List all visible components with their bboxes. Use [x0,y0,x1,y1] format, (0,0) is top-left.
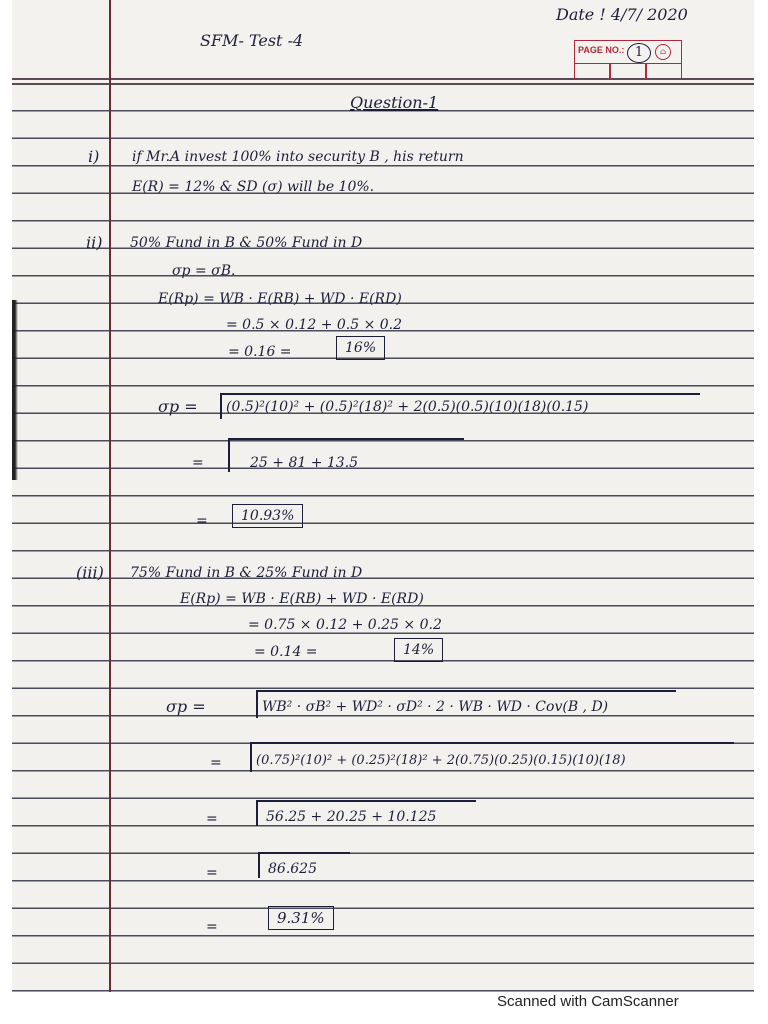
page-number-label: PAGE NO.: [578,45,625,55]
part-i-label: i) [88,147,100,166]
part-iii-line-3: = 0.75 × 0.12 + 0.25 × 0.2 [248,617,442,633]
part-iii-line-8-lhs: = [206,865,218,881]
test-title: SFM- Test -4 [200,31,304,50]
part-iii-line-7: 56.25 + 20.25 + 10.125 [266,809,437,825]
sqrt-symbol [228,438,230,472]
sqrt-symbol [220,393,222,419]
part-ii-line-7: 25 + 81 + 13.5 [250,455,359,471]
part-iii-line-6-lhs: = [210,755,222,771]
result-box-sd-iii: 9.31% [268,906,334,930]
part-iii-sigma-lhs: σp = [166,697,206,716]
logo-icon: ⌂ [655,44,671,60]
header-rule-double [12,83,754,85]
scanner-watermark: Scanned with CamScanner [497,993,679,1010]
sqrt-symbol [258,852,260,878]
sqrt-symbol [256,690,258,718]
question-heading: Question-1 [350,93,439,112]
sqrt-symbol [228,438,464,440]
part-iii-line-1: 75% Fund in B & 25% Fund in D [130,565,363,581]
part-iii-line-5: WB² · σB² + WD² · σD² · 2 · WB · WD · Cov(B , D) [262,699,609,715]
sqrt-symbol [250,742,252,772]
result-box-return-iii: 14% [394,638,443,662]
sqrt-symbol [256,800,258,826]
page-number-box [574,40,682,80]
part-ii-label: ii) [86,233,103,252]
part-iii-line-4: = 0.14 = [254,644,318,660]
part-iii-line-7-lhs: = [206,811,218,827]
part-iii-line-9-lhs: = [206,919,218,935]
result-box-sd-ii: 10.93% [232,504,303,528]
page-number-grid-divider [609,63,611,79]
part-iii-line-6: (0.75)²(10)² + (0.25)²(18)² + 2(0.75)(0.25)(0.15)(10)(18) [256,753,626,768]
sqrt-symbol [256,800,476,802]
page-number-grid-divider [645,63,647,79]
part-i-line-2: E(R) = 12% & SD (σ) will be 10%. [132,179,375,195]
part-ii-line-8-lhs: = [196,513,208,529]
scan-edge-shadow [12,300,18,480]
result-box-return-ii: 16% [336,336,385,360]
part-ii-line-3: E(Rp) = WB · E(RB) + WD · E(RD) [158,291,402,307]
part-ii-line-1: 50% Fund in B & 50% Fund in D [130,235,363,251]
sqrt-symbol [250,742,734,744]
part-ii-line-5: = 0.16 = [228,344,292,360]
sqrt-symbol [220,393,700,395]
part-ii-line-7-lhs: = [192,455,204,471]
sqrt-symbol [258,852,350,854]
part-ii-sigma-lhs: σp = [158,397,198,416]
part-i-line-1: if Mr.A invest 100% into security B , his return [132,149,464,165]
margin-rule [109,0,111,992]
part-ii-line-4: = 0.5 × 0.12 + 0.5 × 0.2 [226,317,403,333]
part-iii-line-8: 86.625 [268,861,317,877]
part-iii-line-2: E(Rp) = WB · E(RB) + WD · E(RD) [180,591,424,607]
date-text: Date ! 4/7/ 2020 [556,5,688,24]
part-ii-line-6: (0.5)²(10)² + (0.5)²(18)² + 2(0.5)(0.5)(10)(18)(0.15) [226,399,589,415]
part-iii-label: (iii) [76,563,104,582]
page-number-value: 1 [627,43,651,63]
sqrt-symbol [256,690,676,692]
part-ii-line-2: σp = σB. [172,263,236,279]
page-number-grid [575,63,681,80]
